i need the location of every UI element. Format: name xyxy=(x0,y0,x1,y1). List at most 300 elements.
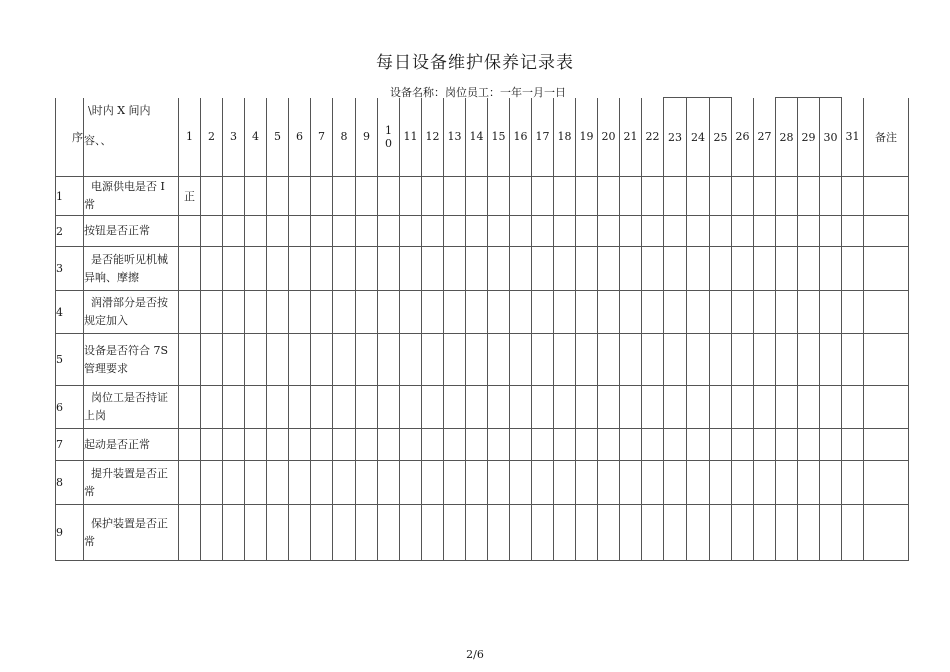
day-check-cell[interactable] xyxy=(776,429,798,461)
day-check-cell[interactable] xyxy=(311,461,333,505)
day-check-cell[interactable] xyxy=(754,177,776,216)
day-check-cell[interactable] xyxy=(466,386,488,429)
day-check-cell[interactable] xyxy=(466,505,488,561)
day-check-cell[interactable] xyxy=(179,247,201,291)
day-check-cell[interactable] xyxy=(179,429,201,461)
day-check-cell[interactable] xyxy=(710,461,732,505)
day-check-cell[interactable] xyxy=(311,386,333,429)
check-item-cell xyxy=(84,247,179,291)
day-check-cell[interactable] xyxy=(532,505,554,561)
day-check-cell[interactable] xyxy=(620,461,642,505)
day-check-cell[interactable] xyxy=(400,177,422,216)
day-check-cell[interactable] xyxy=(598,177,620,216)
day-check-cell[interactable] xyxy=(488,461,510,505)
day-check-cell[interactable] xyxy=(820,216,842,247)
day-check-cell[interactable] xyxy=(820,505,842,561)
day-check-cell[interactable] xyxy=(842,334,864,386)
day-check-cell[interactable] xyxy=(333,429,356,461)
day-check-cell[interactable] xyxy=(466,291,488,334)
day-check-cell[interactable] xyxy=(267,386,289,429)
remarks-cell[interactable] xyxy=(864,177,909,216)
day-check-cell[interactable] xyxy=(223,291,245,334)
day-check-cell[interactable] xyxy=(664,177,687,216)
day-check-cell[interactable] xyxy=(201,505,223,561)
day-check-cell[interactable] xyxy=(201,334,223,386)
day-check-cell[interactable] xyxy=(444,386,466,429)
day-check-cell[interactable] xyxy=(333,334,356,386)
day-header-9 xyxy=(356,98,378,177)
day-check-cell[interactable] xyxy=(488,216,510,247)
day-check-cell[interactable] xyxy=(201,429,223,461)
day-check-cell[interactable] xyxy=(378,291,400,334)
day-check-cell[interactable] xyxy=(776,334,798,386)
day-check-cell[interactable] xyxy=(289,505,311,561)
day-check-cell[interactable] xyxy=(576,386,598,429)
day-check-cell[interactable] xyxy=(598,386,620,429)
day-check-cell[interactable] xyxy=(289,291,311,334)
day-check-cell[interactable] xyxy=(466,461,488,505)
day-check-cell[interactable] xyxy=(378,216,400,247)
day-check-cell[interactable] xyxy=(422,216,444,247)
day-check-cell[interactable] xyxy=(532,334,554,386)
day-check-cell[interactable] xyxy=(400,429,422,461)
day-check-cell[interactable] xyxy=(620,429,642,461)
day-check-cell[interactable] xyxy=(400,291,422,334)
remarks-cell[interactable] xyxy=(864,505,909,561)
day-check-cell[interactable] xyxy=(820,334,842,386)
day-check-cell[interactable] xyxy=(642,177,664,216)
day-check-cell[interactable] xyxy=(201,386,223,429)
day-check-cell[interactable] xyxy=(422,461,444,505)
day-check-cell[interactable] xyxy=(444,247,466,291)
day-check-cell[interactable] xyxy=(576,334,598,386)
day-check-cell[interactable] xyxy=(510,291,532,334)
day-check-cell[interactable] xyxy=(642,461,664,505)
day-check-cell[interactable] xyxy=(576,429,598,461)
day-check-cell[interactable] xyxy=(356,334,378,386)
day-check-cell[interactable] xyxy=(554,505,576,561)
day-check-cell[interactable] xyxy=(732,461,754,505)
day-check-cell[interactable] xyxy=(444,429,466,461)
day-check-cell[interactable] xyxy=(754,386,776,429)
day-header-2 xyxy=(201,98,223,177)
remarks-cell[interactable] xyxy=(864,461,909,505)
day-check-cell[interactable] xyxy=(378,505,400,561)
day-check-cell[interactable] xyxy=(798,461,820,505)
day-check-cell[interactable] xyxy=(333,505,356,561)
day-check-cell[interactable] xyxy=(664,247,687,291)
day-check-cell[interactable] xyxy=(466,334,488,386)
day-check-cell[interactable] xyxy=(532,386,554,429)
day-check-cell[interactable] xyxy=(267,461,289,505)
day-check-cell[interactable] xyxy=(620,216,642,247)
day-check-cell[interactable] xyxy=(798,216,820,247)
day-check-cell[interactable] xyxy=(245,386,267,429)
day-check-cell[interactable] xyxy=(642,291,664,334)
day-check-cell[interactable] xyxy=(488,334,510,386)
day-check-cell[interactable] xyxy=(267,505,289,561)
day-check-cell[interactable] xyxy=(444,461,466,505)
day-check-cell[interactable] xyxy=(554,247,576,291)
day-check-cell[interactable] xyxy=(687,461,710,505)
day-check-cell[interactable] xyxy=(488,429,510,461)
day-check-cell[interactable] xyxy=(798,334,820,386)
day-check-cell[interactable] xyxy=(732,177,754,216)
day-check-cell[interactable] xyxy=(245,247,267,291)
day-check-cell[interactable] xyxy=(820,291,842,334)
day-header-19 xyxy=(576,98,598,177)
day-check-cell[interactable] xyxy=(664,429,687,461)
day-check-cell[interactable] xyxy=(311,334,333,386)
day-check-cell[interactable] xyxy=(422,334,444,386)
day-check-cell[interactable] xyxy=(554,334,576,386)
day-check-cell[interactable] xyxy=(245,461,267,505)
day-check-cell[interactable] xyxy=(598,429,620,461)
day-check-cell[interactable] xyxy=(532,429,554,461)
day-check-cell[interactable] xyxy=(422,386,444,429)
day-check-cell[interactable] xyxy=(532,461,554,505)
day-check-cell[interactable] xyxy=(378,386,400,429)
day-check-cell[interactable] xyxy=(510,386,532,429)
day-check-cell[interactable] xyxy=(400,386,422,429)
day-check-cell[interactable] xyxy=(687,216,710,247)
day-check-cell[interactable] xyxy=(289,177,311,216)
day-check-cell[interactable] xyxy=(710,177,732,216)
day-check-cell[interactable] xyxy=(798,386,820,429)
remarks-cell[interactable] xyxy=(864,247,909,291)
day-check-cell[interactable] xyxy=(267,216,289,247)
day-check-cell[interactable] xyxy=(400,216,422,247)
day-check-cell[interactable] xyxy=(267,247,289,291)
day-check-cell[interactable] xyxy=(776,461,798,505)
remarks-cell[interactable] xyxy=(864,291,909,334)
day-check-cell[interactable] xyxy=(620,291,642,334)
day-check-cell[interactable] xyxy=(245,216,267,247)
day-check-cell[interactable] xyxy=(732,386,754,429)
remarks-cell[interactable] xyxy=(864,386,909,429)
day-check-cell[interactable] xyxy=(444,216,466,247)
day-check-cell[interactable] xyxy=(732,291,754,334)
day-check-cell[interactable] xyxy=(378,429,400,461)
day-check-cell[interactable] xyxy=(598,247,620,291)
day-check-cell[interactable] xyxy=(466,247,488,291)
day-check-cell[interactable] xyxy=(732,216,754,247)
day-check-cell[interactable] xyxy=(754,291,776,334)
day-check-cell[interactable] xyxy=(710,216,732,247)
day-check-cell[interactable] xyxy=(378,247,400,291)
day-check-cell[interactable] xyxy=(642,216,664,247)
table-row xyxy=(56,177,909,216)
day-check-cell[interactable] xyxy=(532,177,554,216)
day-check-cell[interactable] xyxy=(842,461,864,505)
day-check-cell[interactable] xyxy=(754,334,776,386)
day-check-cell[interactable] xyxy=(842,291,864,334)
day-check-cell[interactable] xyxy=(422,429,444,461)
day-check-cell[interactable] xyxy=(620,247,642,291)
day-check-cell[interactable] xyxy=(333,291,356,334)
day-check-cell[interactable] xyxy=(532,216,554,247)
day-check-cell[interactable] xyxy=(311,429,333,461)
day-check-cell[interactable] xyxy=(687,429,710,461)
day-check-cell[interactable] xyxy=(710,334,732,386)
day-check-cell[interactable] xyxy=(664,291,687,334)
day-check-cell[interactable] xyxy=(620,334,642,386)
day-check-cell[interactable] xyxy=(289,216,311,247)
day-check-cell[interactable] xyxy=(776,177,798,216)
day-check-cell[interactable] xyxy=(576,216,598,247)
day-check-cell[interactable] xyxy=(664,216,687,247)
remarks-cell[interactable] xyxy=(864,429,909,461)
day-check-cell[interactable] xyxy=(245,429,267,461)
day-check-cell[interactable] xyxy=(400,334,422,386)
day-check-cell[interactable] xyxy=(223,461,245,505)
day-check-cell[interactable] xyxy=(356,247,378,291)
day-check-cell[interactable] xyxy=(333,177,356,216)
day-check-cell[interactable] xyxy=(620,177,642,216)
day-check-cell[interactable] xyxy=(576,505,598,561)
day-check-cell[interactable] xyxy=(664,505,687,561)
day-check-cell[interactable] xyxy=(422,291,444,334)
day-check-cell[interactable] xyxy=(687,177,710,216)
day-check-cell[interactable] xyxy=(820,177,842,216)
day-check-cell[interactable] xyxy=(223,247,245,291)
day-check-cell[interactable] xyxy=(179,505,201,561)
day-check-cell[interactable] xyxy=(798,247,820,291)
day-check-cell[interactable] xyxy=(598,334,620,386)
day-check-cell[interactable] xyxy=(754,505,776,561)
day-check-cell[interactable] xyxy=(687,247,710,291)
day-check-cell[interactable] xyxy=(378,177,400,216)
day-check-cell[interactable] xyxy=(776,247,798,291)
day-check-cell[interactable] xyxy=(466,177,488,216)
day-check-cell[interactable] xyxy=(776,216,798,247)
day-check-cell[interactable] xyxy=(598,461,620,505)
day-check-cell[interactable] xyxy=(842,386,864,429)
day-check-cell[interactable] xyxy=(732,429,754,461)
day-check-cell[interactable] xyxy=(179,334,201,386)
day-check-cell[interactable] xyxy=(488,177,510,216)
day-check-cell[interactable] xyxy=(532,247,554,291)
day-check-cell[interactable] xyxy=(754,216,776,247)
day-check-cell[interactable] xyxy=(245,291,267,334)
day-check-cell[interactable] xyxy=(267,177,289,216)
day-check-cell[interactable] xyxy=(576,291,598,334)
day-check-cell[interactable] xyxy=(554,216,576,247)
day-check-cell[interactable] xyxy=(532,291,554,334)
day-check-cell[interactable] xyxy=(400,505,422,561)
day-10-top-digit: 1 xyxy=(385,123,392,137)
day-check-cell[interactable] xyxy=(201,291,223,334)
day-check-cell[interactable] xyxy=(554,386,576,429)
day-check-cell[interactable] xyxy=(842,177,864,216)
day-check-cell[interactable] xyxy=(488,505,510,561)
day-check-cell[interactable] xyxy=(576,461,598,505)
day-check-cell[interactable] xyxy=(311,291,333,334)
day-check-cell[interactable] xyxy=(356,505,378,561)
day-check-cell[interactable] xyxy=(642,334,664,386)
day-check-cell[interactable] xyxy=(554,429,576,461)
day-check-cell[interactable] xyxy=(356,216,378,247)
day-check-cell[interactable] xyxy=(620,505,642,561)
day-check-cell[interactable] xyxy=(642,386,664,429)
day-check-cell[interactable] xyxy=(267,291,289,334)
day-check-cell[interactable] xyxy=(223,216,245,247)
day-check-cell[interactable] xyxy=(510,216,532,247)
day-check-cell[interactable] xyxy=(333,386,356,429)
day-check-cell[interactable] xyxy=(732,334,754,386)
day-check-cell[interactable] xyxy=(311,177,333,216)
day-check-cell[interactable] xyxy=(842,429,864,461)
day-check-cell[interactable] xyxy=(422,505,444,561)
day-check-cell[interactable] xyxy=(400,461,422,505)
day-check-cell[interactable] xyxy=(820,386,842,429)
day-check-cell[interactable] xyxy=(776,386,798,429)
day-check-cell[interactable] xyxy=(754,247,776,291)
day-check-cell[interactable] xyxy=(642,505,664,561)
day-check-cell[interactable] xyxy=(642,247,664,291)
day-check-cell[interactable] xyxy=(201,247,223,291)
day-check-cell[interactable] xyxy=(179,461,201,505)
day-check-cell[interactable] xyxy=(444,291,466,334)
day-check-cell[interactable] xyxy=(333,461,356,505)
day-check-cell[interactable] xyxy=(642,429,664,461)
day-check-cell[interactable] xyxy=(400,247,422,291)
day-check-cell[interactable] xyxy=(356,461,378,505)
day-check-cell[interactable] xyxy=(798,429,820,461)
day-check-cell[interactable] xyxy=(289,386,311,429)
day-check-cell[interactable] xyxy=(223,386,245,429)
day-check-cell[interactable] xyxy=(510,177,532,216)
day-check-cell[interactable] xyxy=(488,291,510,334)
day-check-cell[interactable] xyxy=(267,429,289,461)
day-check-cell[interactable] xyxy=(820,429,842,461)
day-check-cell[interactable] xyxy=(289,429,311,461)
day-check-cell[interactable] xyxy=(710,429,732,461)
day-check-cell[interactable] xyxy=(620,386,642,429)
day-check-cell[interactable] xyxy=(356,177,378,216)
day-check-cell[interactable] xyxy=(422,247,444,291)
day-check-cell[interactable] xyxy=(687,386,710,429)
day-check-cell[interactable] xyxy=(356,386,378,429)
header-row xyxy=(56,98,909,177)
day-header-4 xyxy=(245,98,267,177)
day-check-cell[interactable] xyxy=(223,505,245,561)
day-check-cell[interactable] xyxy=(754,461,776,505)
remarks-cell[interactable] xyxy=(864,216,909,247)
day-check-cell[interactable] xyxy=(732,505,754,561)
day-check-cell[interactable] xyxy=(245,177,267,216)
day-check-cell[interactable] xyxy=(179,216,201,247)
day-check-cell[interactable] xyxy=(444,177,466,216)
day-check-cell[interactable] xyxy=(798,177,820,216)
day-check-cell[interactable] xyxy=(223,334,245,386)
day-check-cell[interactable] xyxy=(179,177,201,216)
day-check-cell[interactable] xyxy=(842,216,864,247)
day-check-cell[interactable] xyxy=(598,505,620,561)
day-check-cell[interactable] xyxy=(245,505,267,561)
day-check-cell[interactable] xyxy=(422,177,444,216)
day-check-cell[interactable] xyxy=(378,461,400,505)
day-check-cell[interactable] xyxy=(554,291,576,334)
day-check-cell[interactable] xyxy=(223,177,245,216)
day-check-cell[interactable] xyxy=(179,291,201,334)
day-check-cell[interactable] xyxy=(664,334,687,386)
day-check-cell[interactable] xyxy=(510,247,532,291)
day-check-cell[interactable] xyxy=(554,177,576,216)
day-check-cell[interactable] xyxy=(444,334,466,386)
day-check-cell[interactable] xyxy=(356,291,378,334)
day-check-cell[interactable] xyxy=(510,429,532,461)
day-check-cell[interactable] xyxy=(444,505,466,561)
day-check-cell[interactable] xyxy=(710,505,732,561)
day-check-cell[interactable] xyxy=(710,247,732,291)
day-check-cell[interactable] xyxy=(842,505,864,561)
day-check-cell[interactable] xyxy=(466,216,488,247)
day-check-cell[interactable] xyxy=(710,386,732,429)
day-check-cell[interactable] xyxy=(356,429,378,461)
day-check-cell[interactable] xyxy=(311,505,333,561)
day-check-cell[interactable] xyxy=(687,505,710,561)
day-check-cell[interactable] xyxy=(333,216,356,247)
check-item-cell xyxy=(84,505,179,561)
day-check-cell[interactable] xyxy=(664,461,687,505)
day-check-cell[interactable] xyxy=(311,247,333,291)
day-check-cell[interactable] xyxy=(687,291,710,334)
day-check-cell[interactable] xyxy=(687,334,710,386)
day-check-cell[interactable] xyxy=(820,461,842,505)
remarks-cell[interactable] xyxy=(864,334,909,386)
day-check-cell[interactable] xyxy=(201,461,223,505)
day-check-cell[interactable] xyxy=(820,247,842,291)
day-check-cell[interactable] xyxy=(245,334,267,386)
day-check-cell[interactable] xyxy=(378,334,400,386)
table-row xyxy=(56,334,909,386)
day-check-cell[interactable] xyxy=(842,247,864,291)
day-check-cell[interactable] xyxy=(510,461,532,505)
day-check-cell[interactable] xyxy=(311,216,333,247)
day-check-cell[interactable] xyxy=(732,247,754,291)
maintenance-log-table xyxy=(55,97,909,561)
day-check-cell[interactable] xyxy=(267,334,289,386)
day-check-cell[interactable] xyxy=(598,291,620,334)
day-check-cell[interactable] xyxy=(798,505,820,561)
day-check-cell[interactable] xyxy=(223,429,245,461)
day-check-cell[interactable] xyxy=(201,216,223,247)
day-check-cell[interactable] xyxy=(754,429,776,461)
day-check-cell[interactable] xyxy=(510,505,532,561)
day-check-cell[interactable] xyxy=(488,247,510,291)
day-check-cell[interactable] xyxy=(510,334,532,386)
day-check-cell[interactable] xyxy=(776,291,798,334)
day-check-cell[interactable] xyxy=(201,177,223,216)
day-check-cell[interactable] xyxy=(289,334,311,386)
day-check-cell[interactable] xyxy=(776,505,798,561)
day-check-cell[interactable] xyxy=(488,386,510,429)
check-item-cell xyxy=(84,461,179,505)
day-check-cell[interactable] xyxy=(333,247,356,291)
day-check-cell[interactable] xyxy=(466,429,488,461)
day-check-cell[interactable] xyxy=(798,291,820,334)
day-check-cell[interactable] xyxy=(289,461,311,505)
day-check-cell[interactable] xyxy=(179,386,201,429)
day-check-cell[interactable] xyxy=(710,291,732,334)
day-check-cell[interactable] xyxy=(576,177,598,216)
day-check-cell[interactable] xyxy=(598,216,620,247)
day-check-cell[interactable] xyxy=(576,247,598,291)
day-check-cell[interactable] xyxy=(289,247,311,291)
day-check-cell[interactable] xyxy=(554,461,576,505)
day-check-cell[interactable] xyxy=(664,386,687,429)
